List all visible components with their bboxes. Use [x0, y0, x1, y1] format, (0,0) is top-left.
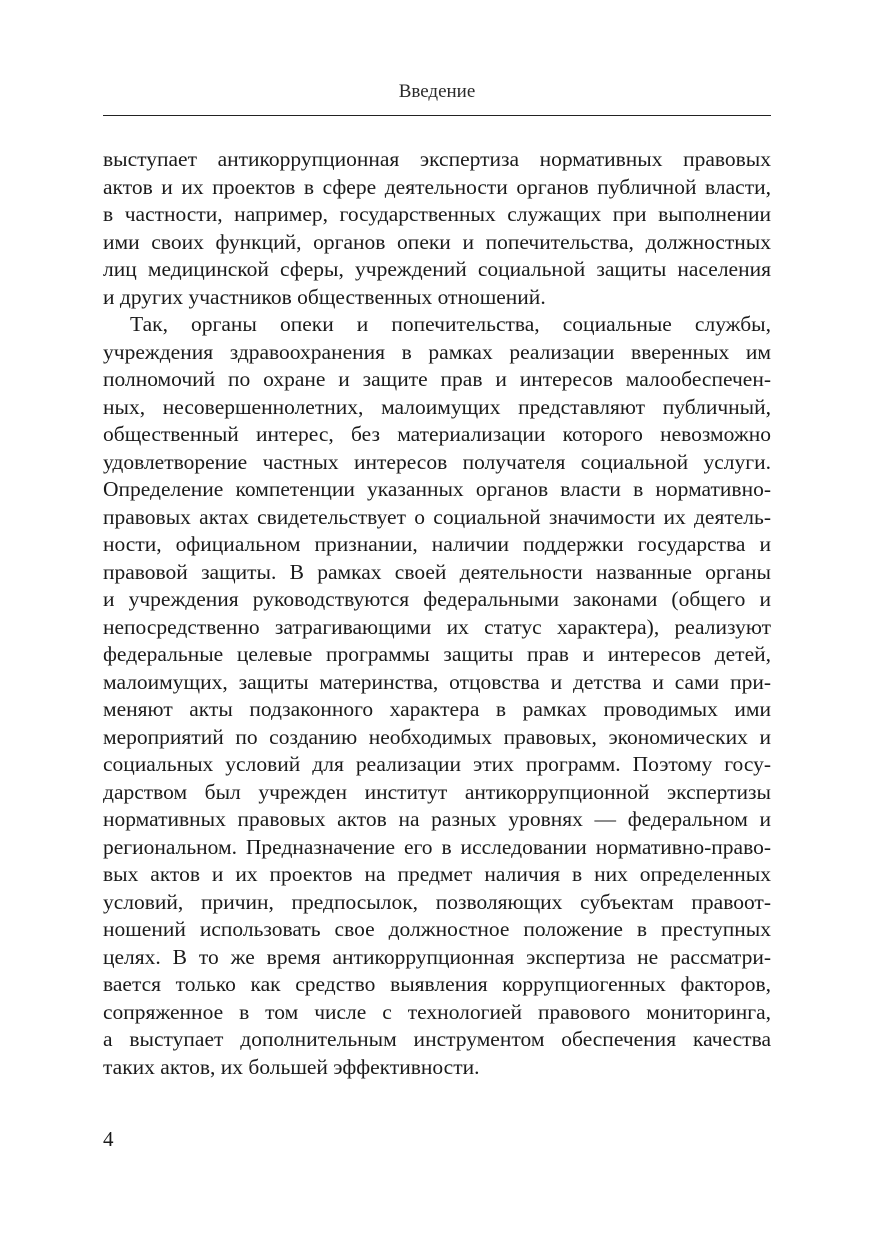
text-line: малоимущих, защиты материнства, отцовства и детства и сами при- — [103, 669, 771, 694]
text-line: Так, органы опеки и попечительства, социальные службы, — [130, 312, 771, 336]
text-line: непосредственно затрагивающими их статус характера), реализуют — [103, 614, 771, 639]
text-line: вается только как средство выявления коррупциогенных факторов, — [103, 972, 771, 996]
text-line: региональном. Предназначение его в исследовании нормативно-право- — [103, 834, 771, 859]
text-line: сопряженное в том числе с технологией правового мониторинга, — [103, 999, 771, 1024]
running-head: Введение — [398, 81, 476, 102]
paragraph-2 — [103, 311, 771, 1081]
text-line: Определение компетенции указанных органов власти в нормативно- — [103, 477, 771, 501]
text-line: полномочий по охране и защите прав и интересов малообеспечен- — [103, 367, 771, 391]
header-rule — [103, 115, 771, 116]
text-line: нормативных правовых актов на разных уровнях — федеральном и — [103, 807, 771, 831]
text-line: целях. В то же время антикоррупционная экспертиза не рассматри- — [103, 944, 771, 969]
text-line: правовой защиты. В рамках своей деятельности названные органы — [103, 559, 771, 584]
text-line: удовлетворение частных интересов получателя социальной услуги. — [103, 449, 771, 474]
text-line: общественный интерес, без материализации которого невозможно — [103, 422, 771, 446]
text-line: учреждения здравоохранения в рамках реализации вверенных им — [103, 339, 771, 364]
text-line: в частности, например, государственных служащих при выполнении — [103, 202, 771, 226]
text-line: федеральные целевые программы защиты прав и интересов детей, — [103, 642, 771, 666]
text-line: мероприятий по созданию необходимых правовых, экономических и — [103, 724, 771, 749]
page-number: 4 — [103, 1127, 114, 1151]
text-line: условий, причин, предпосылок, позволяющих субъектам правоот- — [103, 889, 771, 914]
text-line: вых актов и их проектов на предмет наличия в них определенных — [103, 862, 771, 886]
text-line: ношений использовать свое должностное положение в преступных — [103, 917, 771, 941]
text-line: ных, несовершеннолетних, малоимущих представляют публичный, — [103, 394, 771, 419]
text-line: и учреждения руководствуются федеральными законами (общего и — [103, 587, 771, 611]
text-line: лиц медицинской сферы, учреждений социальной защиты населения — [103, 257, 771, 281]
paragraph-1 — [103, 146, 771, 311]
text-line: а выступает дополнительным инструментом обеспечения качества — [103, 1027, 771, 1051]
text-line: таких актов, их большей эффективности. — [103, 1054, 480, 1079]
body-text — [103, 146, 771, 1081]
text-line: актов и их проектов в сфере деятельности органов публичной власти, — [103, 174, 771, 199]
text-line: меняют акты подзаконного характера в рамках проводимых ими — [103, 697, 771, 721]
text-line: социальных условий для реализации этих программ. Поэтому госу- — [103, 752, 771, 776]
text-line: правовых актах свидетельствует о социальной значимости их деятель- — [103, 504, 771, 529]
text-line: ими своих функций, органов опеки и попечительства, должностных — [103, 229, 771, 254]
text-line: и других участников общественных отношений. — [103, 284, 546, 309]
text-line: дарством был учрежден институт антикоррупционной экспертизы — [103, 779, 771, 804]
text-line: выступает антикоррупционная экспертиза нормативных правовых — [103, 147, 771, 171]
text-line: ности, официальном признании, наличии поддержки государства и — [103, 532, 771, 556]
